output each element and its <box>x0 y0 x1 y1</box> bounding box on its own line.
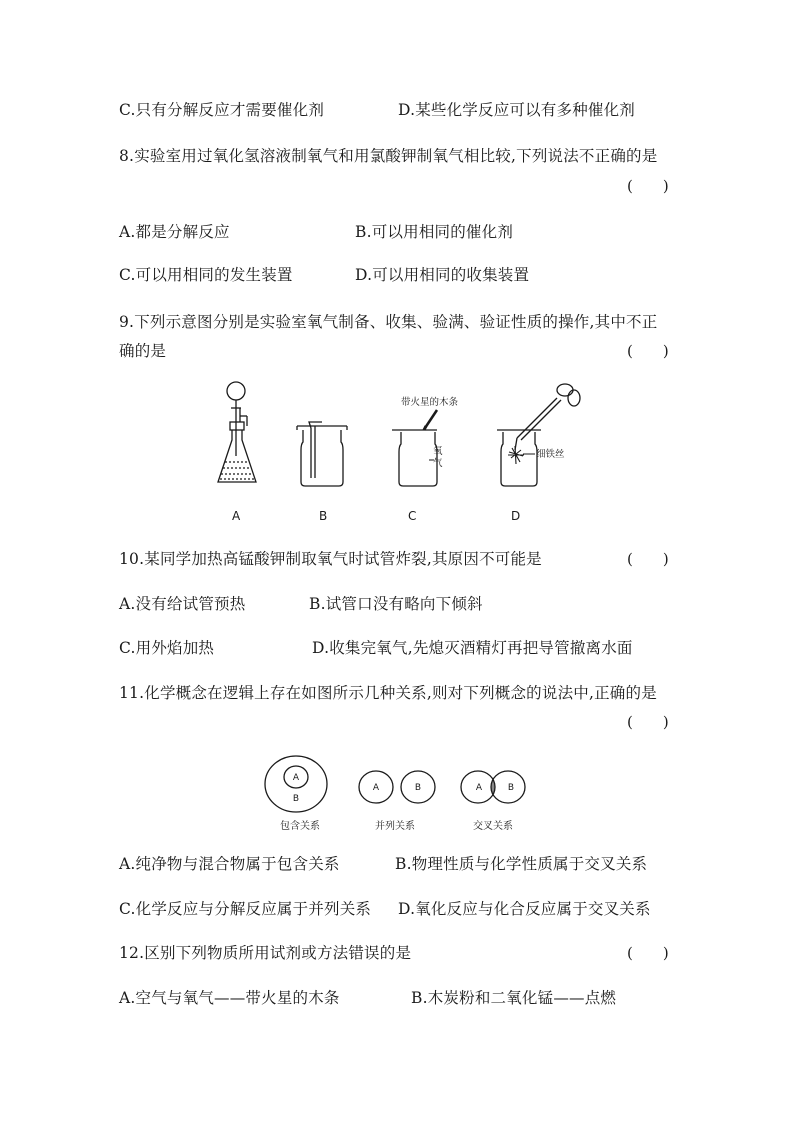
q11-option-b: B.物理性质与化学性质属于交叉关系 <box>395 855 648 873</box>
q12-answer-paren: ( ) <box>627 944 669 962</box>
q10-option-d: D.收集完氧气,先熄灭酒精灯再把导管撤离水面 <box>312 639 633 657</box>
q11-concept-relation-figure <box>258 752 538 836</box>
caption-include: 包含关系 <box>280 821 320 832</box>
q9-apparatus-figure <box>205 378 595 528</box>
label-glowing-splint: 带火星的木条 <box>401 397 459 408</box>
label-oxygen-2: 气 <box>433 458 443 469</box>
q11-stem: 11.化学概念在逻辑上存在如图所示几种关系,则对下列概念的说法中,正确的是 <box>119 684 657 702</box>
apparatus-a-flask <box>218 382 256 482</box>
label-oxygen-1: 氧 <box>433 446 443 457</box>
q12-option-b: B.木炭粉和二氧化锰——点燃 <box>411 989 617 1007</box>
parallel-label-b: B <box>414 783 422 793</box>
apparatus-c-bottle <box>392 410 437 486</box>
q12-option-a: A.空气与氧气——带火星的木条 <box>119 989 340 1007</box>
q8-option-b: B.可以用相同的催化剂 <box>355 223 514 241</box>
q7-option-c: C.只有分解反应才需要催化剂 <box>119 101 325 119</box>
include-label-a: A <box>292 773 300 783</box>
parallel-label-a: A <box>372 783 380 793</box>
caption-cross: 交叉关系 <box>473 821 513 832</box>
cross-label-a: A <box>475 783 483 793</box>
label-iron-wire: 细铁丝 <box>536 449 565 460</box>
q8-answer-paren: ( ) <box>627 177 669 195</box>
q11-option-a: A.纯净物与混合物属于包含关系 <box>119 855 340 873</box>
q10-option-b: B.试管口没有略向下倾斜 <box>309 595 483 613</box>
q8-option-c: C.可以用相同的发生装置 <box>119 266 293 284</box>
q11-option-d: D.氧化反应与化合反应属于交叉关系 <box>398 900 651 918</box>
apparatus-b-bottle <box>297 422 347 486</box>
caption-a: A <box>232 509 241 523</box>
q9-stem-line2: 确的是 <box>119 342 167 360</box>
q8-option-a: A.都是分解反应 <box>119 223 230 241</box>
caption-d: D <box>511 509 521 523</box>
q10-option-a: A.没有给试管预热 <box>119 595 246 613</box>
q8-stem: 8.实验室用过氧化氢溶液制氧气和用氯酸钾制氧气相比较,下列说法不正确的是 <box>119 147 658 165</box>
q10-stem: 10.某同学加热高锰酸钾制取氧气时试管炸裂,其原因不可能是 <box>119 550 542 568</box>
include-label-b: B <box>292 794 300 804</box>
caption-parallel: 并列关系 <box>375 821 415 832</box>
q11-answer-paren: ( ) <box>627 713 669 731</box>
q9-answer-paren: ( ) <box>627 342 669 360</box>
q12-stem: 12.区别下列物质所用试剂或方法错误的是 <box>119 944 412 962</box>
caption-c: C <box>408 509 417 523</box>
apparatus-d-bottle <box>497 384 580 486</box>
q10-option-c: C.用外焰加热 <box>119 639 215 657</box>
q8-option-d: D.可以用相同的收集装置 <box>355 266 530 284</box>
q9-stem-line1: 9.下列示意图分别是实验室氧气制备、收集、验满、验证性质的操作,其中不正 <box>119 313 658 331</box>
q11-option-c: C.化学反应与分解反应属于并列关系 <box>119 900 372 918</box>
caption-b: B <box>319 509 328 523</box>
q7-option-d: D.某些化学反应可以有多种催化剂 <box>398 101 636 119</box>
cross-label-b: B <box>507 783 515 793</box>
q10-answer-paren: ( ) <box>627 550 669 568</box>
